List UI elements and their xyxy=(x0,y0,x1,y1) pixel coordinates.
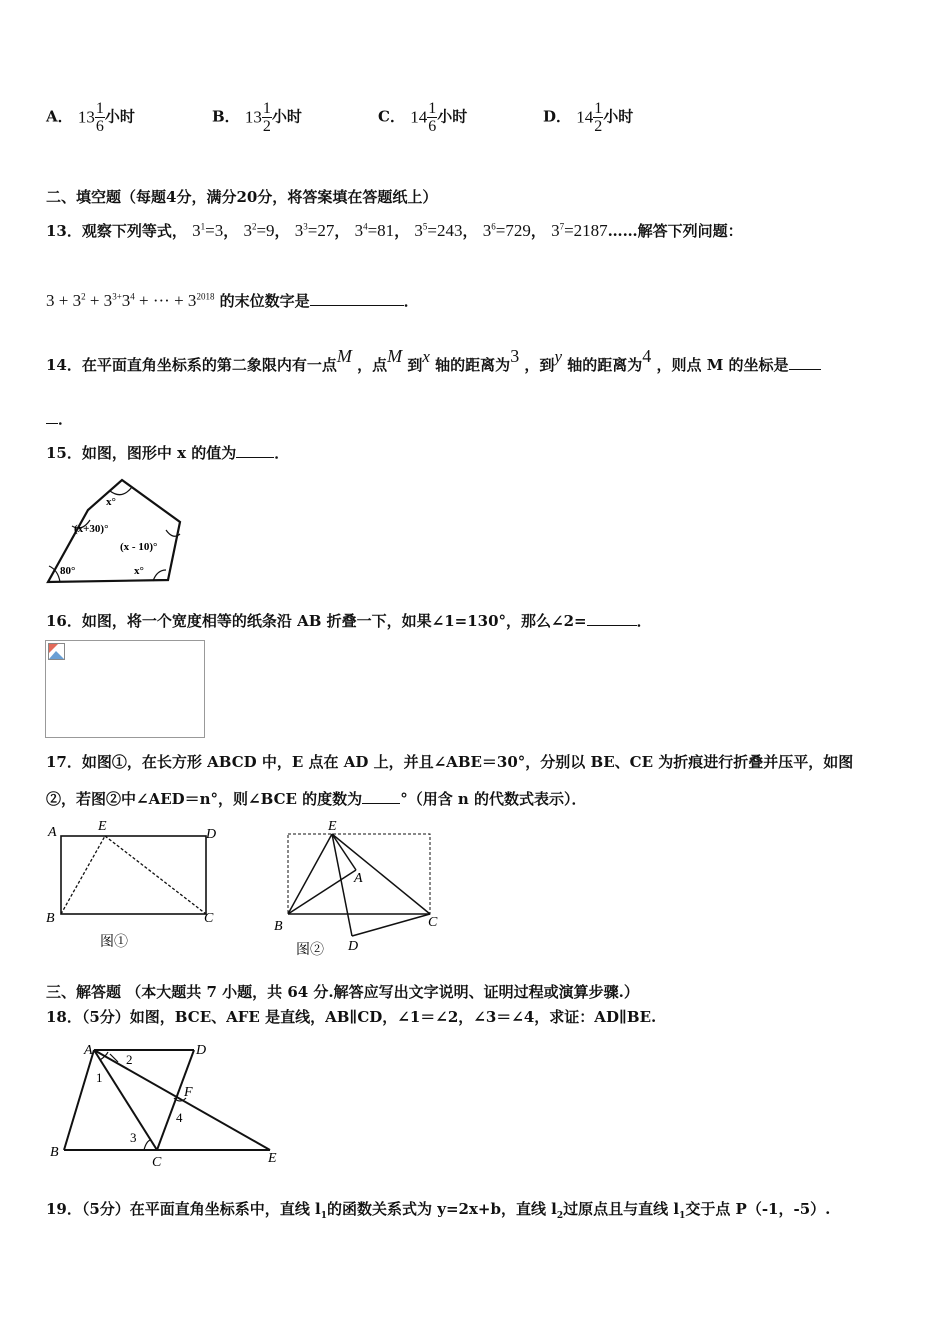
option-d-unit: 小时 xyxy=(603,107,634,126)
label-a: A xyxy=(84,1043,93,1058)
segment-ce xyxy=(105,836,206,914)
option-a-letter: A． xyxy=(46,107,73,126)
q13-suffix: ……解答下列问题： xyxy=(607,222,743,240)
label-e: E xyxy=(98,819,107,834)
label-top-angle: x° xyxy=(106,496,116,508)
q19-sub2: 2 xyxy=(556,1211,564,1221)
q17-figure2 xyxy=(268,814,448,960)
segment-dc xyxy=(352,914,430,936)
label-c: C xyxy=(428,915,438,930)
q14-var-m: M xyxy=(336,346,352,366)
option-b[interactable] xyxy=(212,100,302,135)
q17-answer-blank[interactable] xyxy=(362,803,400,804)
label-d: D xyxy=(206,827,217,842)
q13-eq4: $3^4=81$ xyxy=(354,221,395,240)
option-c-unit: 小时 xyxy=(437,107,468,126)
q17-figure1 xyxy=(42,814,232,954)
label-angle-3: 3 xyxy=(130,1130,137,1145)
label-f: F xyxy=(184,1085,193,1100)
q18-figure xyxy=(44,1034,294,1170)
label-d: D xyxy=(196,1043,207,1058)
label-bottom-right-angle: x° xyxy=(134,565,144,577)
q19-t3: 过原点且与直线 l xyxy=(563,1200,680,1218)
label-left-angle: (x+30)° xyxy=(74,523,109,535)
label-a: A xyxy=(48,825,57,840)
label-bottom-left-angle: 80° xyxy=(60,565,76,577)
option-c-den: 6 xyxy=(428,118,437,135)
q13-eq5: $3^5=243$ xyxy=(414,221,463,240)
section3-title: 三、解答题 （本大题共 7 小题，共 64 分.解答应写出文字说明、证明过程或演算步骤.） xyxy=(46,983,639,1001)
q14-var-m2: M xyxy=(387,346,403,366)
option-a-den: 6 xyxy=(95,118,104,135)
q14-answer-blank[interactable] xyxy=(789,369,821,370)
option-b-num: 1 xyxy=(262,100,271,117)
label-angle-2: 2 xyxy=(126,1052,133,1067)
section2-title: 二、填空题（每题4分，满分20分，将答案填在答题纸上） xyxy=(46,188,438,206)
segment-ab xyxy=(64,1050,94,1150)
label-a: A xyxy=(354,871,363,886)
option-a-num: 1 xyxy=(95,100,104,117)
q14-end: ． xyxy=(58,410,74,428)
q16-line xyxy=(46,610,652,631)
q13-line2 xyxy=(46,290,419,311)
rectangle-abcd xyxy=(61,836,206,914)
q13-expression: $3 + 3^2 + 3^{3+}3^4$ + ··· + $3^{2018}$ xyxy=(46,291,215,310)
q19-sub1: 1 xyxy=(320,1211,327,1221)
caption-fig1: 图① xyxy=(100,935,128,950)
segment-ec xyxy=(332,834,430,914)
label-e: E xyxy=(328,819,337,834)
option-d-fraction xyxy=(593,100,603,135)
label-b: B xyxy=(50,1145,59,1160)
q14-val-3: 3 xyxy=(510,346,520,366)
segment-ae xyxy=(94,1050,270,1150)
q15-end: ． xyxy=(274,444,290,462)
q13-eq1: $3^1=3$ xyxy=(192,221,224,240)
label-b: B xyxy=(274,919,283,934)
q14-t6: 轴的距离为 xyxy=(567,356,643,374)
q19-sub3: 1 xyxy=(679,1211,686,1221)
label-c: C xyxy=(152,1155,162,1170)
q14-var-y: y xyxy=(554,347,562,366)
q17-line1: 17．如图①，在长方形 ABCD 中，E 点在 AD 上，并且∠ABE＝30°，分别以 BE、CE 为折痕进行折叠并压平，如图 xyxy=(46,753,854,771)
q13-tail: 的末位数字是 xyxy=(219,292,310,310)
segment-be xyxy=(288,834,332,914)
caption-fig2: 图② xyxy=(296,943,324,958)
q17-line2a: ②，若图②中∠AED＝n°，则∠BCE 的度数为 xyxy=(46,790,363,808)
option-b-letter: B． xyxy=(212,107,240,126)
label-angle-1: 1 xyxy=(96,1070,103,1085)
broken-image-icon xyxy=(48,643,66,661)
q19-text xyxy=(46,1198,830,1221)
option-c[interactable] xyxy=(378,100,467,135)
q14-answer-blank-cont[interactable] xyxy=(46,423,58,424)
q13-answer-blank[interactable] xyxy=(310,305,404,306)
q13-eq3: $3^3=27$ xyxy=(294,221,335,240)
option-d-whole: 14 xyxy=(576,107,594,127)
option-b-whole: 13 xyxy=(244,107,262,127)
option-a[interactable] xyxy=(46,100,135,135)
q16-broken-image xyxy=(45,640,205,738)
option-a-fraction xyxy=(95,100,105,135)
option-d-den: 2 xyxy=(594,118,603,135)
q16-text: 16．如图，将一个宽度相等的纸条沿 AB 折叠一下，如果∠1=130°，那么∠2= xyxy=(46,612,587,630)
label-e: E xyxy=(268,1151,277,1166)
q15-answer-blank[interactable] xyxy=(236,457,274,458)
option-b-den: 2 xyxy=(262,118,271,135)
option-b-unit: 小时 xyxy=(271,107,302,126)
q14-t2: ，点 xyxy=(357,356,388,374)
option-b-fraction xyxy=(262,100,272,135)
q17-line2 xyxy=(46,788,587,809)
arc-angle-3 xyxy=(144,1140,150,1150)
q13-line1: 13．观察下列等式， $3^1=3$， $3^2=9$， $3^3=27$， $3^4=81$， $3^5=243$， $3^6=729$， $3^7=2187\dots\dots$解答下列问题： xyxy=(46,221,743,240)
q19-t4: 交于点 P（-1，-5）. xyxy=(685,1200,831,1218)
option-a-unit: 小时 xyxy=(104,107,135,126)
option-c-whole: 14 xyxy=(410,107,428,127)
segment-be xyxy=(61,836,105,914)
q13-eq6: $3^6=729$ xyxy=(482,221,531,240)
q16-end: ． xyxy=(636,612,652,630)
q17-line2b: °（用含 n 的代数式表示）． xyxy=(400,790,587,808)
q14-t1: 14．在平面直角坐标系的第二象限内有一点 xyxy=(46,356,337,374)
q15-text: 15．如图，图形中 x 的值为 xyxy=(46,444,237,462)
q13-end: ． xyxy=(403,292,419,310)
label-c: C xyxy=(204,911,214,926)
label-d: D xyxy=(348,939,359,954)
option-d-letter: D． xyxy=(543,107,572,126)
label-right-angle: (x - 10)° xyxy=(120,541,158,553)
q13-eq2: $3^2=9$ xyxy=(243,221,275,240)
q19-t1: 19．（5分）在平面直角坐标系中，直线 l xyxy=(46,1200,321,1218)
q15-line xyxy=(46,442,289,463)
option-c-num: 1 xyxy=(428,100,437,117)
option-c-fraction xyxy=(427,100,437,135)
q14-val-4: 4 xyxy=(642,346,652,366)
q14-line1 xyxy=(46,346,821,375)
q15-pentagon-figure xyxy=(40,474,190,586)
q14-t3: 到 xyxy=(407,356,423,374)
q14-t4: 轴的距离为 xyxy=(435,356,511,374)
q13-prefix: 13．观察下列等式， xyxy=(46,222,187,240)
option-d[interactable] xyxy=(543,100,633,135)
q18-text: 18．（5分）如图，BCE、AFE 是直线，AB∥CD，∠1＝∠2，∠3＝∠4，求证：AD∥BE. xyxy=(46,1008,657,1026)
label-angle-4: 4 xyxy=(176,1110,183,1125)
option-a-whole: 13 xyxy=(77,107,95,127)
q16-answer-blank[interactable] xyxy=(587,625,637,626)
q19-t2: 的函数关系式为 y=2x+b，直线 l xyxy=(327,1200,557,1218)
q14-t5: ，到 xyxy=(524,356,555,374)
option-c-letter: C． xyxy=(378,107,405,126)
option-d-num: 1 xyxy=(594,100,603,117)
q13-eq7: $3^7=2187$ xyxy=(551,221,608,240)
q14-var-x: x xyxy=(422,347,430,366)
label-b: B xyxy=(46,911,55,926)
q14-line2 xyxy=(46,408,73,429)
q14-t7: ，则点 M 的坐标是 xyxy=(656,356,789,374)
